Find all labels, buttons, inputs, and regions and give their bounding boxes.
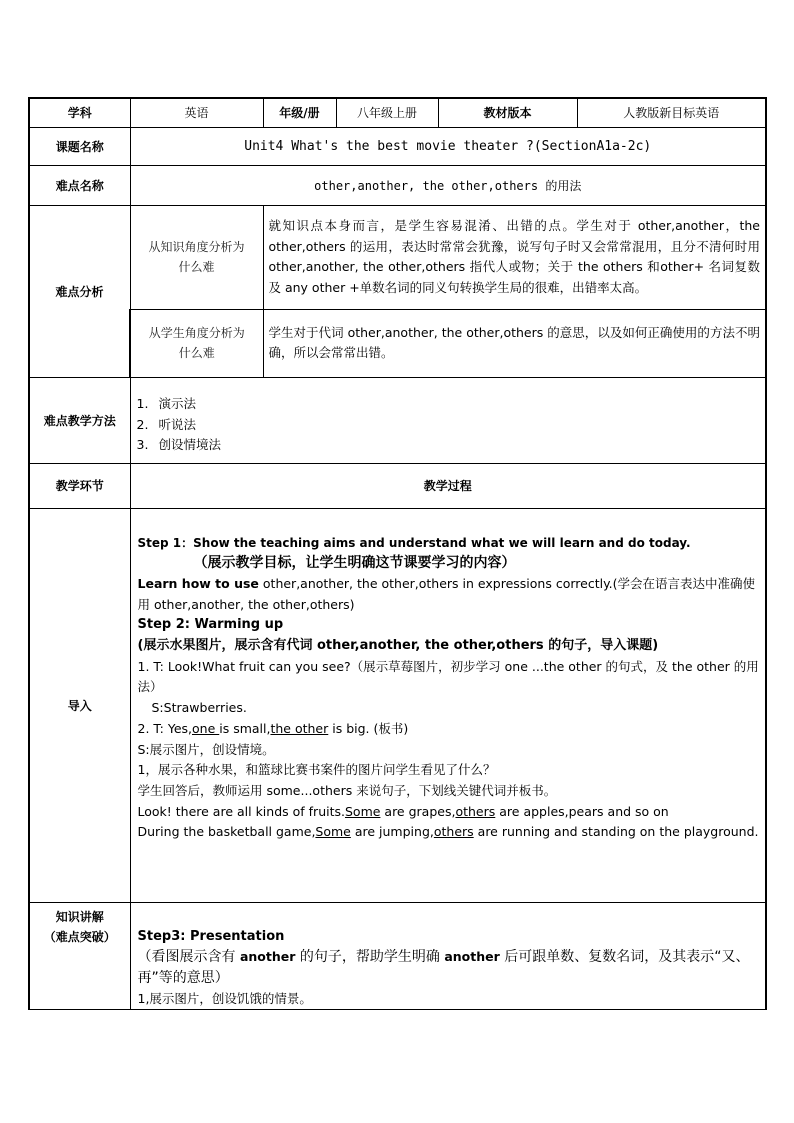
analysis-knowledge-row bbox=[29, 205, 766, 309]
step1-cn-line: （展示教学目标，让学生明确这节课要学习的内容） bbox=[193, 555, 516, 572]
analysis-label: 难点分析 bbox=[29, 205, 130, 377]
line3-one: one bbox=[192, 720, 220, 736]
lesson-plan-page bbox=[28, 97, 765, 1010]
line7-c: are apples,pears and so on bbox=[495, 803, 669, 819]
knowledge-label bbox=[29, 902, 130, 1010]
student-angle-label-text: 从学生角度分析为什么难 bbox=[148, 326, 245, 360]
line7-some: Some bbox=[344, 803, 381, 819]
knowledge-label-2: （难点突破） bbox=[43, 929, 116, 944]
method-item bbox=[137, 384, 760, 415]
line8-others: others bbox=[433, 824, 474, 840]
line8-c: are running and standing on the playground. bbox=[473, 824, 759, 840]
knowledge-line-1: 1,展示图片，创设饥饿的情景。 bbox=[137, 990, 312, 1006]
intro-line-8 bbox=[138, 822, 760, 843]
line3-a: 2. T: Yes, bbox=[137, 720, 192, 736]
line8-b: are jumping, bbox=[350, 824, 434, 840]
learn-bold: Learn how to use bbox=[137, 575, 259, 591]
method-num: 3. bbox=[136, 437, 149, 453]
edition-label: 教材版本 bbox=[438, 98, 577, 127]
line7-a: Look! there are all kinds of fruits. bbox=[137, 803, 345, 819]
lesson-title-value: Unit4 What's the best movie theater ?(SectionA1a-2c) bbox=[130, 127, 766, 165]
knowledge-angle-label-text: 从知识角度分析为什么难 bbox=[148, 240, 245, 274]
line8-some: Some bbox=[315, 824, 351, 840]
intro-label: 导入 bbox=[29, 508, 130, 902]
process-header: 教学过程 bbox=[130, 463, 766, 508]
stage-header: 教学环节 bbox=[29, 463, 130, 508]
lesson-plan-table bbox=[28, 97, 767, 1010]
method-num: 1. bbox=[136, 396, 149, 412]
header-row bbox=[29, 98, 766, 127]
step2-cn-line: (展示水果图片，展示含有代词 other,another, the other,others 的句子，导入课题) bbox=[137, 638, 659, 654]
method-text: 听说法 bbox=[158, 416, 197, 432]
line3-b: is small, bbox=[219, 720, 271, 736]
methods-row bbox=[29, 377, 766, 463]
method-item bbox=[137, 435, 760, 456]
subject-label: 学科 bbox=[29, 98, 130, 127]
intro-line-3 bbox=[138, 719, 760, 740]
step1-line: Step 1：Show the teaching aims and understand what we will learn and do today. bbox=[137, 535, 691, 550]
knowledge-angle-label bbox=[130, 205, 263, 309]
lesson-title-label: 课题名称 bbox=[29, 127, 130, 165]
subject-value: 英语 bbox=[130, 98, 263, 127]
intro-line-2: S:Strawberries. bbox=[151, 700, 247, 716]
step3-line: Step3: Presentation bbox=[137, 928, 285, 944]
method-text: 创设情境法 bbox=[158, 437, 222, 453]
difficulty-row bbox=[29, 165, 766, 205]
grade-value: 八年级上册 bbox=[336, 98, 438, 127]
methods-label: 难点教学方法 bbox=[29, 377, 130, 463]
learn-line bbox=[138, 574, 760, 615]
difficulty-label: 难点名称 bbox=[29, 165, 130, 205]
analysis-student-row bbox=[29, 309, 766, 377]
step3-cn-e: 后可跟单数、复数名词，及其表示“又、再”等的意思） bbox=[137, 949, 750, 986]
step3-cn-line bbox=[138, 947, 760, 988]
edition-value: 人教版新目标英语 bbox=[577, 98, 766, 127]
grade-label: 年级/册 bbox=[263, 98, 336, 127]
method-item bbox=[137, 415, 760, 436]
method-num: 2. bbox=[136, 416, 149, 432]
step3-cn-c: 的句子，帮助学生明确 bbox=[295, 949, 445, 966]
step3-cn-a: （看图展示含有 bbox=[137, 949, 240, 966]
method-text: 演示法 bbox=[158, 396, 197, 412]
step3-cn-d: another bbox=[444, 949, 500, 965]
line3-other: the other bbox=[270, 720, 329, 736]
intro-line-1: 1. T: Look!What fruit can you see?（展示草莓图片，初步学习 one ...the other 的句式，及 the other 的用法） bbox=[137, 658, 759, 695]
intro-line-5: 1，展示各种水果，和篮球比赛书案件的图片问学生看见了什么？ bbox=[137, 762, 496, 778]
knowledge-content bbox=[130, 902, 766, 1010]
line7-b: are grapes, bbox=[380, 803, 456, 819]
intro-row bbox=[29, 508, 766, 902]
learn-text: other,another, the other,others in expressions correctly.(学会在语言表达中准确使用 other,another, the other,others) bbox=[137, 575, 756, 612]
knowledge-label-1: 知识讲解 bbox=[55, 909, 104, 924]
intro-line-7 bbox=[138, 802, 760, 823]
process-header-row bbox=[29, 463, 766, 508]
step3-cn-b: another bbox=[239, 949, 296, 965]
difficulty-value: other,another, the other,others 的用法 bbox=[130, 165, 766, 205]
step2-line: Step 2: Warming up bbox=[137, 617, 284, 633]
intro-line-6: 学生回答后，教师运用 some...others 来说句子，下划线关键代词并板书。 bbox=[137, 782, 557, 798]
intro-line-4: S:展示图片，创设情境。 bbox=[137, 741, 275, 757]
line7-others: others bbox=[455, 803, 496, 819]
student-angle-label bbox=[130, 309, 263, 377]
line8-a: During the basketball game, bbox=[137, 824, 316, 840]
knowledge-row bbox=[29, 902, 766, 1010]
lesson-title-row bbox=[29, 127, 766, 165]
student-angle-text: 学生对于代词 other,another, the other,others 的意思，以及如何正确使用的方法不明确，所以会常常出错。 bbox=[263, 309, 766, 377]
knowledge-angle-text: 就知识点本身而言，是学生容易混淆、出错的点。学生对于 other,another，the other,others 的运用，表达时常常会犹豫，说写句子时又会常常混用，且分不清何时用 other,another, the other,others 指代人或物；关于 the others 和other+ 名词复数 及 any other +单数名词的同义句转换学生局的很难，出错率太高。 bbox=[263, 205, 766, 309]
line3-c: is big. (板书) bbox=[328, 720, 409, 736]
methods-list bbox=[130, 377, 766, 463]
intro-content bbox=[130, 508, 766, 902]
